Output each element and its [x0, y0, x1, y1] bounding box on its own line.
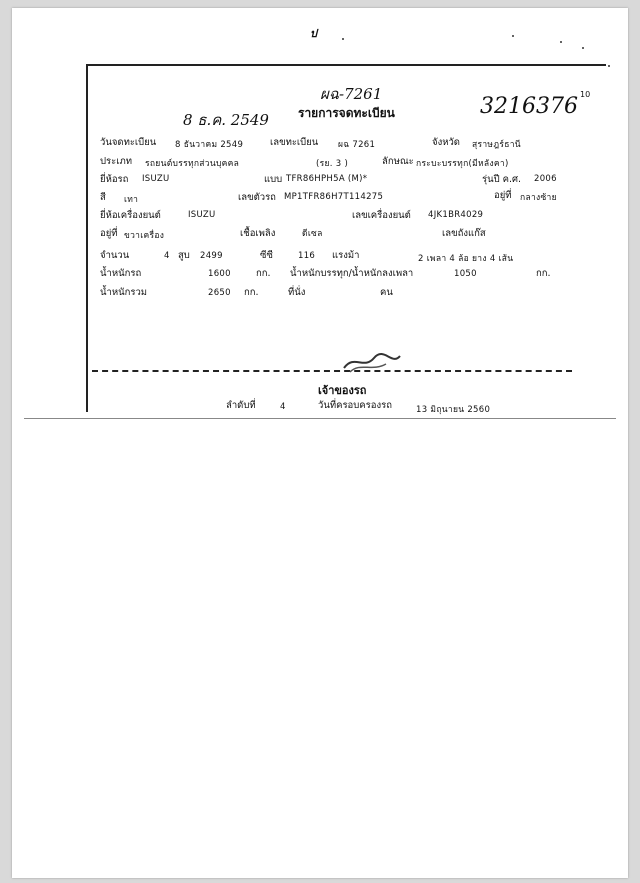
model-label: แบบ	[264, 174, 283, 185]
engine-at-label: อยู่ที่	[100, 228, 118, 239]
scan-speck	[582, 47, 584, 49]
feature-value: กระบะบรรทุก(มีหลังคา)	[416, 159, 509, 169]
owner-seq-value: 4	[280, 402, 286, 412]
brand-label: ยี่ห้อรถ	[100, 174, 129, 185]
engine-no-value: 4JK1BR4029	[428, 210, 484, 220]
cc-value: 2499	[200, 251, 223, 261]
type-label: ประเภท	[100, 156, 133, 167]
horsepower-value: 116	[298, 251, 316, 261]
count-label: จำนวน	[100, 250, 130, 261]
scan-speck	[608, 65, 610, 67]
year-label: รุ่นปี ค.ศ.	[482, 174, 522, 185]
province-value: สุราษฎร์ธานี	[472, 140, 521, 150]
color-value: เทา	[124, 195, 139, 205]
fuel-value: ดีเซล	[302, 229, 323, 239]
owner-seq-label: ลำดับที่	[226, 400, 256, 411]
handwritten-ref: 3216376	[480, 94, 578, 119]
total-weight-label: น้ำหนักรวม	[100, 287, 148, 298]
seats-unit: คน	[380, 287, 393, 298]
top-mark: ป	[310, 27, 317, 40]
handwritten-reg-top: ผฉ-7261	[320, 85, 383, 103]
engine-brand-value: ISUZU	[188, 210, 216, 220]
engine-brand-label: ยี่ห้อเครื่องยนต์	[100, 210, 161, 221]
load-weight-unit: กก.	[536, 268, 551, 279]
possession-date-value: 13 มิถุนายน 2560	[416, 405, 491, 415]
type-value: รถยนต์บรรทุกส่วนบุคคล	[145, 159, 240, 169]
scan-speck	[512, 35, 514, 37]
reg-date-value: 8 ธันวาคม 2549	[175, 140, 244, 150]
brand-value: ISUZU	[142, 174, 170, 184]
page-title: รายการจดทะเบียน	[298, 106, 395, 120]
vehicle-weight-value: 1600	[208, 269, 231, 279]
owner-heading: เจ้าของรถ	[318, 384, 367, 397]
scan-cut-edge	[24, 418, 616, 419]
model-value: TFR86HPH5A (M)*	[286, 174, 368, 184]
year-value: 2006	[534, 174, 557, 184]
fuel-label: เชื้อเพลิง	[240, 228, 276, 239]
scan-speck	[342, 38, 344, 40]
frame-top-line	[86, 64, 606, 66]
axle-wheel-value: 2 เพลา 4 ล้อ ยาง 4 เส้น	[418, 254, 514, 264]
total-weight-unit: กก.	[244, 287, 259, 298]
seats-label: ที่นั่ง	[288, 287, 306, 298]
document-page	[12, 8, 628, 878]
province-label: จังหวัด	[432, 137, 460, 148]
cylinder-label: สูบ	[178, 250, 190, 261]
reg-no-value: ผฉ 7261	[338, 140, 376, 150]
engine-no-label: เลขเครื่องยนต์	[352, 210, 411, 221]
possession-date-label: วันที่ครอบครองรถ	[318, 400, 392, 411]
scan-speck	[560, 41, 562, 43]
horsepower-label: แรงม้า	[332, 250, 360, 261]
chassis-label: เลขตัวรถ	[238, 192, 276, 203]
load-weight-value: 1050	[454, 269, 477, 279]
handwritten-date: 8 ธ.ค. 2549	[183, 111, 269, 129]
color-label: สี	[100, 192, 106, 203]
vehicle-weight-unit: กก.	[256, 268, 271, 279]
cc-label: ซีซี	[260, 250, 273, 261]
total-weight-value: 2650	[208, 288, 231, 298]
chassis-value: MP1TFR86H7T114275	[284, 192, 384, 202]
stamp-smudge	[342, 350, 402, 374]
reg-no-label: เลขทะเบียน	[270, 137, 319, 148]
feature-label: ลักษณะ	[382, 156, 414, 167]
engine-at-value: ขวาเครื่อง	[124, 231, 165, 241]
gas-tank-label: เลขถังแก๊ส	[442, 228, 486, 239]
location-label: อยู่ที่	[494, 190, 512, 201]
reg-date-label: วันจดทะเบียน	[100, 137, 157, 148]
cylinder-value: 4	[164, 251, 170, 261]
location-value: กลางซ้าย	[520, 193, 557, 203]
dashed-separator	[92, 370, 572, 372]
page-number: 10	[580, 90, 591, 99]
vehicle-weight-label: น้ำหนักรถ	[100, 268, 142, 279]
load-weight-label: น้ำหนักบรรทุก/น้ำหนักลงเพลา	[290, 268, 414, 279]
frame-left-line	[86, 64, 88, 412]
type-code: (รย. 3 )	[316, 159, 349, 169]
